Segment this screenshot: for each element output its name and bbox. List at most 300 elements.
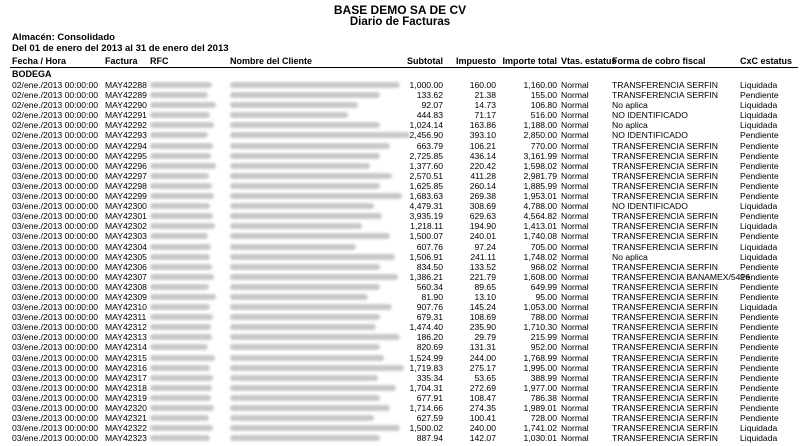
cell-forma-cobro: No aplica [612,120,648,131]
cell-forma-cobro: TRANSFERENCIA SERFIN [612,352,719,363]
cell-total: 1,188.00 [523,120,557,131]
cell-fecha: 03/ene./2013 00:00:00 [12,403,99,413]
cell-vtas-estatus: Normal [561,130,589,141]
cell-cxc-estatus: Pendiente [740,291,779,302]
cell-impuesto: 275.17 [469,362,496,373]
cell-cxc-estatus: Pendiente [740,261,779,272]
cell-factura: MAY42322 [105,423,147,434]
cell-vtas-estatus: Normal [561,261,589,272]
cell-factura: MAY42307 [105,271,147,282]
cell-cxc-estatus: Pendiente [740,413,779,424]
cell-fecha: 03/ene./2013 00:00:00 [12,413,99,424]
redacted-client-name [230,385,396,391]
cell-forma-cobro: No aplica [612,251,648,262]
cell-fecha: 03/ene./2013 00:00:00 [12,241,99,252]
cell-factura: MAY42315 [105,352,147,363]
cell-forma-cobro: TRANSFERENCIA SERFIN [612,342,719,353]
col-header-factura: Factura [105,56,138,66]
redacted-client-name [230,143,390,149]
redacted-client-name [230,122,380,128]
table-row [0,302,800,312]
cell-factura: MAY42318 [105,382,147,393]
cell-forma-cobro: TRANSFERENCIA SERFIN [612,332,719,343]
cell-impuesto: 29.79 [474,332,496,343]
cell-factura: MAY42291 [105,110,147,121]
cell-total: 4,564.82 [523,211,557,222]
cell-total: 1,608.00 [523,271,557,282]
redacted-client-name [230,415,374,421]
cell-forma-cobro: TRANSFERENCIA SERFIN [612,140,719,151]
cell-factura: MAY42301 [105,211,147,222]
cell-forma-cobro: NO IDENTIFICADO [612,201,688,212]
cell-cxc-estatus: Pendiente [740,392,779,403]
cell-factura: MAY42314 [105,342,147,353]
cell-fecha: 03/ene./2013 00:00:00 [12,231,99,242]
invoice-table-body [0,80,800,443]
cell-vtas-estatus: Normal [561,201,589,212]
cell-fecha: 03/ene./2013 00:00:00 [12,201,99,212]
cell-cxc-estatus: Liquidada [740,433,778,444]
redacted-rfc [150,203,210,209]
cell-subtotal: 1,506.91 [409,251,443,262]
redacted-client-name [230,314,380,320]
redacted-rfc [150,233,208,239]
cell-factura: MAY42310 [105,302,147,313]
cell-impuesto: 411.28 [470,170,496,181]
cell-impuesto: 160.00 [469,80,496,90]
table-row [0,413,800,423]
cell-vtas-estatus: Normal [561,302,589,313]
cell-impuesto: 89.65 [474,281,496,292]
cell-subtotal: 679.31 [416,312,443,323]
cell-cxc-estatus: Pendiente [740,231,779,242]
cell-cxc-estatus: Liquidada [740,120,778,131]
table-row [0,252,800,262]
cell-fecha: 03/ene./2013 00:00:00 [12,160,99,171]
cell-impuesto: 240.00 [469,423,496,434]
cell-impuesto: 145.24 [469,302,496,313]
redacted-rfc [150,324,211,330]
cell-cxc-estatus: Liquidada [740,302,778,313]
redacted-client-name [230,132,410,138]
cell-total: 1,995.00 [523,362,557,373]
redacted-rfc [150,385,212,391]
cell-cxc-estatus: Pendiente [740,191,779,202]
cell-fecha: 03/ene./2013 00:00:00 [12,392,99,403]
redacted-rfc [150,415,209,421]
cell-fecha: 02/ene./2013 00:00:00 [12,110,99,121]
redacted-rfc [150,163,216,169]
cell-subtotal: 560.34 [416,281,443,292]
cell-factura: MAY42297 [105,170,147,181]
table-row [0,191,800,201]
cell-forma-cobro: TRANSFERENCIA SERFIN [612,413,719,424]
cell-factura: MAY42309 [105,291,147,302]
cell-forma-cobro: TRANSFERENCIA SERFIN [612,392,719,403]
cell-fecha: 03/ene./2013 00:00:00 [12,180,99,191]
cell-factura: MAY42320 [105,403,147,413]
cell-subtotal: 1,625.85 [409,180,443,191]
cell-fecha: 03/ene./2013 00:00:00 [12,352,99,363]
cell-total: 516.00 [530,110,557,121]
redacted-client-name [230,233,390,239]
cell-factura: MAY42303 [105,231,147,242]
cell-total: 95.00 [535,291,557,302]
cell-impuesto: 133.52 [469,261,496,272]
cell-impuesto: 100.41 [469,413,496,424]
cell-factura: MAY42290 [105,100,147,111]
redacted-client-name [230,153,380,159]
redacted-client-name [230,193,402,199]
cell-total: 1,953.01 [523,191,557,202]
cell-fecha: 03/ene./2013 00:00:00 [12,302,99,313]
cell-fecha: 03/ene./2013 00:00:00 [12,382,99,393]
cell-impuesto: 142.07 [469,433,496,444]
cell-cxc-estatus: Liquidada [740,221,778,232]
cell-subtotal: 1,218.11 [410,221,443,232]
cell-forma-cobro: NO IDENTIFICADO [612,130,688,141]
redacted-rfc [150,122,214,128]
cell-impuesto: 108.47 [469,392,496,403]
col-header-forma: Forma de cobro fiscal [612,56,706,66]
cell-subtotal: 186.20 [416,332,443,343]
cell-fecha: 03/ene./2013 00:00:00 [12,433,99,444]
period-label: Del 01 de enero del 2013 al 31 de enero del 2013 [12,43,229,54]
table-row [0,211,800,221]
cell-subtotal: 887.94 [416,433,443,444]
cell-fecha: 03/ene./2013 00:00:00 [12,271,99,282]
cell-subtotal: 1,524.99 [409,352,443,363]
cell-subtotal: 4,479.31 [409,201,443,212]
cell-impuesto: 53.65 [474,372,496,383]
cell-forma-cobro: TRANSFERENCIA SERFIN [612,150,719,161]
cell-fecha: 03/ene./2013 00:00:00 [12,423,99,434]
cell-cxc-estatus: Pendiente [740,281,779,292]
cell-impuesto: 106.21 [469,140,496,151]
cell-total: 2,850.00 [523,130,557,141]
cell-vtas-estatus: Normal [561,221,589,232]
warehouse-label: Almacén: Consolidado [12,32,115,43]
cell-forma-cobro: No aplica [612,100,648,111]
table-row [0,332,800,342]
cell-vtas-estatus: Normal [561,100,589,111]
cell-impuesto: 260.14 [469,180,496,191]
redacted-rfc [150,294,216,300]
cell-total: 3,161.99 [523,150,557,161]
cell-fecha: 03/ene./2013 00:00:00 [12,261,99,272]
redacted-rfc [150,102,216,108]
cell-cxc-estatus: Liquidada [740,251,778,262]
cell-forma-cobro: TRANSFERENCIA SERFIN [612,423,719,434]
cell-subtotal: 607.76 [416,241,443,252]
cell-impuesto: 308.69 [469,201,496,212]
cell-subtotal: 335.34 [416,372,443,383]
cell-impuesto: 71.17 [474,110,496,121]
cell-impuesto: 221.79 [469,271,496,282]
cell-impuesto: 97.24 [474,241,496,252]
cell-impuesto: 240.01 [469,231,496,242]
cell-vtas-estatus: Normal [561,251,589,262]
redacted-client-name [230,395,380,401]
cell-fecha: 02/ene./2013 00:00:00 [12,90,99,101]
table-row [0,383,800,393]
cell-total: 1,989.01 [523,403,557,413]
redacted-client-name [230,244,356,250]
redacted-client-name [230,203,374,209]
cell-cxc-estatus: Pendiente [740,312,779,323]
redacted-client-name [230,334,400,340]
table-row [0,322,800,332]
cell-fecha: 02/ene./2013 00:00:00 [12,120,99,131]
cell-cxc-estatus: Pendiente [740,130,779,141]
cell-subtotal: 907.76 [416,302,443,313]
cell-total: 728.00 [530,413,557,424]
table-row [0,221,800,231]
cell-forma-cobro: TRANSFERENCIA SERFIN [612,191,719,202]
cell-vtas-estatus: Normal [561,332,589,343]
table-header [0,56,800,67]
cell-impuesto: 269.38 [469,191,496,202]
cell-vtas-estatus: Normal [561,372,589,383]
cell-total: 1,748.02 [523,251,557,262]
cell-factura: MAY42321 [105,413,147,424]
redacted-client-name [230,405,390,411]
cell-cxc-estatus: Pendiente [740,403,779,413]
cell-factura: MAY42311 [105,312,147,323]
table-row [0,393,800,403]
cell-cxc-estatus: Pendiente [740,362,779,373]
redacted-rfc [150,173,209,179]
cell-fecha: 03/ene./2013 00:00:00 [12,281,99,292]
table-row [0,282,800,292]
cell-factura: MAY42319 [105,392,147,403]
cell-vtas-estatus: Normal [561,150,589,161]
cell-fecha: 03/ene./2013 00:00:00 [12,251,99,262]
cell-factura: MAY42306 [105,261,147,272]
redacted-rfc [150,274,214,280]
cell-forma-cobro: TRANSFERENCIA BANAMEX/5416 [612,271,751,282]
cell-total: 1,885.99 [523,180,557,191]
redacted-client-name [230,355,384,361]
cell-subtotal: 1,704.31 [409,382,443,393]
redacted-client-name [230,304,392,310]
table-row [0,353,800,363]
cell-vtas-estatus: Normal [561,271,589,282]
cell-total: 770.00 [530,140,557,151]
cell-subtotal: 444.83 [416,110,443,121]
cell-factura: MAY42302 [105,221,147,232]
cell-forma-cobro: TRANSFERENCIA SERFIN [612,241,719,252]
cell-total: 705.00 [530,241,557,252]
table-row [0,403,800,413]
cell-subtotal: 1,000.00 [409,80,443,90]
cell-factura: MAY42294 [105,140,147,151]
cell-factura: MAY42299 [105,191,147,202]
cell-total: 155.00 [530,90,557,101]
redacted-client-name [230,294,368,300]
col-header-cliente: Nombre del Cliente [230,56,313,66]
redacted-client-name [230,223,362,229]
cell-factura: MAY42293 [105,130,147,141]
cell-cxc-estatus: Liquidada [740,241,778,252]
redacted-rfc [150,82,212,88]
cell-forma-cobro: TRANSFERENCIA SERFIN [612,362,719,373]
cell-factura: MAY42308 [105,281,147,292]
cell-cxc-estatus: Pendiente [740,322,779,333]
redacted-rfc [150,395,211,401]
table-row [0,272,800,282]
table-row [0,262,800,272]
cell-forma-cobro: NO IDENTIFICADO [612,110,688,121]
cell-impuesto: 14.73 [474,100,496,111]
header-divider [10,67,798,68]
cell-vtas-estatus: Normal [561,120,589,131]
redacted-rfc [150,375,213,381]
cell-subtotal: 2,725.85 [409,150,443,161]
cell-total: 215.99 [530,332,557,343]
cell-forma-cobro: TRANSFERENCIA SERFIN [612,221,719,232]
table-row [0,433,800,443]
cell-cxc-estatus: Pendiente [740,382,779,393]
report-title: Diario de Facturas [349,16,451,28]
cell-fecha: 03/ene./2013 00:00:00 [12,191,99,202]
cell-cxc-estatus: Pendiente [740,150,779,161]
cell-fecha: 03/ene./2013 00:00:00 [12,332,99,343]
cell-vtas-estatus: Normal [561,322,589,333]
cell-subtotal: 834.50 [416,261,443,272]
cell-total: 106.80 [530,100,557,111]
cell-subtotal: 1,500.02 [409,423,443,434]
cell-subtotal: 627.59 [416,413,443,424]
cell-subtotal: 1,474.40 [409,322,443,333]
cell-fecha: 03/ene./2013 00:00:00 [12,362,99,373]
cell-impuesto: 13.10 [474,291,496,302]
cell-vtas-estatus: Normal [561,241,589,252]
cell-cxc-estatus: Pendiente [740,332,779,343]
redacted-client-name [230,264,380,270]
redacted-rfc [150,314,213,320]
redacted-client-name [230,92,380,98]
col-header-impuesto: Impuesto [455,56,496,66]
table-row [0,161,800,171]
cell-factura: MAY42313 [105,332,147,343]
cell-total: 1,030.01 [523,433,557,444]
cell-impuesto: 629.63 [469,211,496,222]
redacted-client-name [230,112,348,118]
cell-vtas-estatus: Normal [561,342,589,353]
cell-fecha: 02/ene./2013 00:00:00 [12,80,99,90]
cell-vtas-estatus: Normal [561,413,589,424]
cell-vtas-estatus: Normal [561,231,589,242]
cell-total: 788.00 [530,312,557,323]
table-row [0,312,800,322]
cell-subtotal: 92.07 [421,100,443,111]
redacted-rfc [150,254,210,260]
cell-factura: MAY42312 [105,322,147,333]
cell-vtas-estatus: Normal [561,423,589,434]
cell-impuesto: 393.10 [469,130,496,141]
table-row [0,292,800,302]
redacted-client-name [230,173,392,179]
redacted-rfc [150,143,213,149]
cell-forma-cobro: TRANSFERENCIA SERFIN [612,302,719,313]
cell-fecha: 03/ene./2013 00:00:00 [12,342,99,353]
cell-forma-cobro: TRANSFERENCIA SERFIN [612,160,719,171]
redacted-rfc [150,244,211,250]
cell-forma-cobro: TRANSFERENCIA SERFIN [612,231,719,242]
cell-vtas-estatus: Normal [561,281,589,292]
redacted-rfc [150,425,213,431]
cell-total: 1,710.30 [523,322,557,333]
cell-impuesto: 274.35 [469,403,496,413]
cell-factura: MAY42298 [105,180,147,191]
cell-total: 388.99 [530,372,557,383]
cell-fecha: 03/ene./2013 00:00:00 [12,372,99,383]
cell-cxc-estatus: Pendiente [740,211,779,222]
cell-vtas-estatus: Normal [561,191,589,202]
cell-vtas-estatus: Normal [561,110,589,121]
redacted-client-name [230,324,376,330]
cell-factura: MAY42288 [105,80,147,90]
cell-fecha: 02/ene./2013 00:00:00 [12,130,99,141]
cell-forma-cobro: TRANSFERENCIA SERFIN [612,90,719,101]
redacted-rfc [150,365,210,371]
cell-fecha: 02/ene./2013 00:00:00 [12,100,99,111]
cell-factura: MAY42289 [105,90,147,101]
redacted-rfc [150,112,210,118]
company-name: BASE DEMO SA DE CV [333,3,467,17]
table-row [0,80,800,90]
redacted-client-name [230,425,400,431]
col-header-total: Importe total [502,56,557,66]
redacted-client-name [230,284,380,290]
table-row [0,242,800,252]
cell-total: 1,160.00 [523,80,557,90]
cell-total: 968.02 [530,261,557,272]
cell-total: 2,981.79 [523,170,557,181]
table-row [0,141,800,151]
cell-impuesto: 235.90 [469,322,496,333]
cell-vtas-estatus: Normal [561,291,589,302]
cell-fecha: 03/ene./2013 00:00:00 [12,312,99,323]
cell-forma-cobro: TRANSFERENCIA SERFIN [612,322,719,333]
cell-forma-cobro: TRANSFERENCIA SERFIN [612,180,719,191]
cell-cxc-estatus: Pendiente [740,90,779,101]
cell-cxc-estatus: Pendiente [740,180,779,191]
cell-forma-cobro: TRANSFERENCIA SERFIN [612,261,719,272]
redacted-rfc [150,193,214,199]
cell-factura: MAY42304 [105,241,147,252]
cell-forma-cobro: TRANSFERENCIA SERFIN [612,80,719,90]
redacted-client-name [230,163,370,169]
redacted-client-name [230,375,378,381]
cell-subtotal: 663.79 [416,140,443,151]
cell-impuesto: 241.11 [470,251,496,262]
cell-subtotal: 2,456.90 [409,130,443,141]
table-row [0,130,800,140]
table-row [0,151,800,161]
table-row [0,120,800,130]
redacted-rfc [150,213,213,219]
cell-total: 1,740.08 [523,231,557,242]
cell-cxc-estatus: Pendiente [740,352,779,363]
redacted-client-name [230,254,395,260]
cell-total: 4,788.00 [523,201,557,212]
cell-impuesto: 244.00 [469,352,496,363]
redacted-rfc [150,334,212,340]
cell-factura: MAY42296 [105,160,147,171]
cell-factura: MAY42323 [105,433,147,444]
